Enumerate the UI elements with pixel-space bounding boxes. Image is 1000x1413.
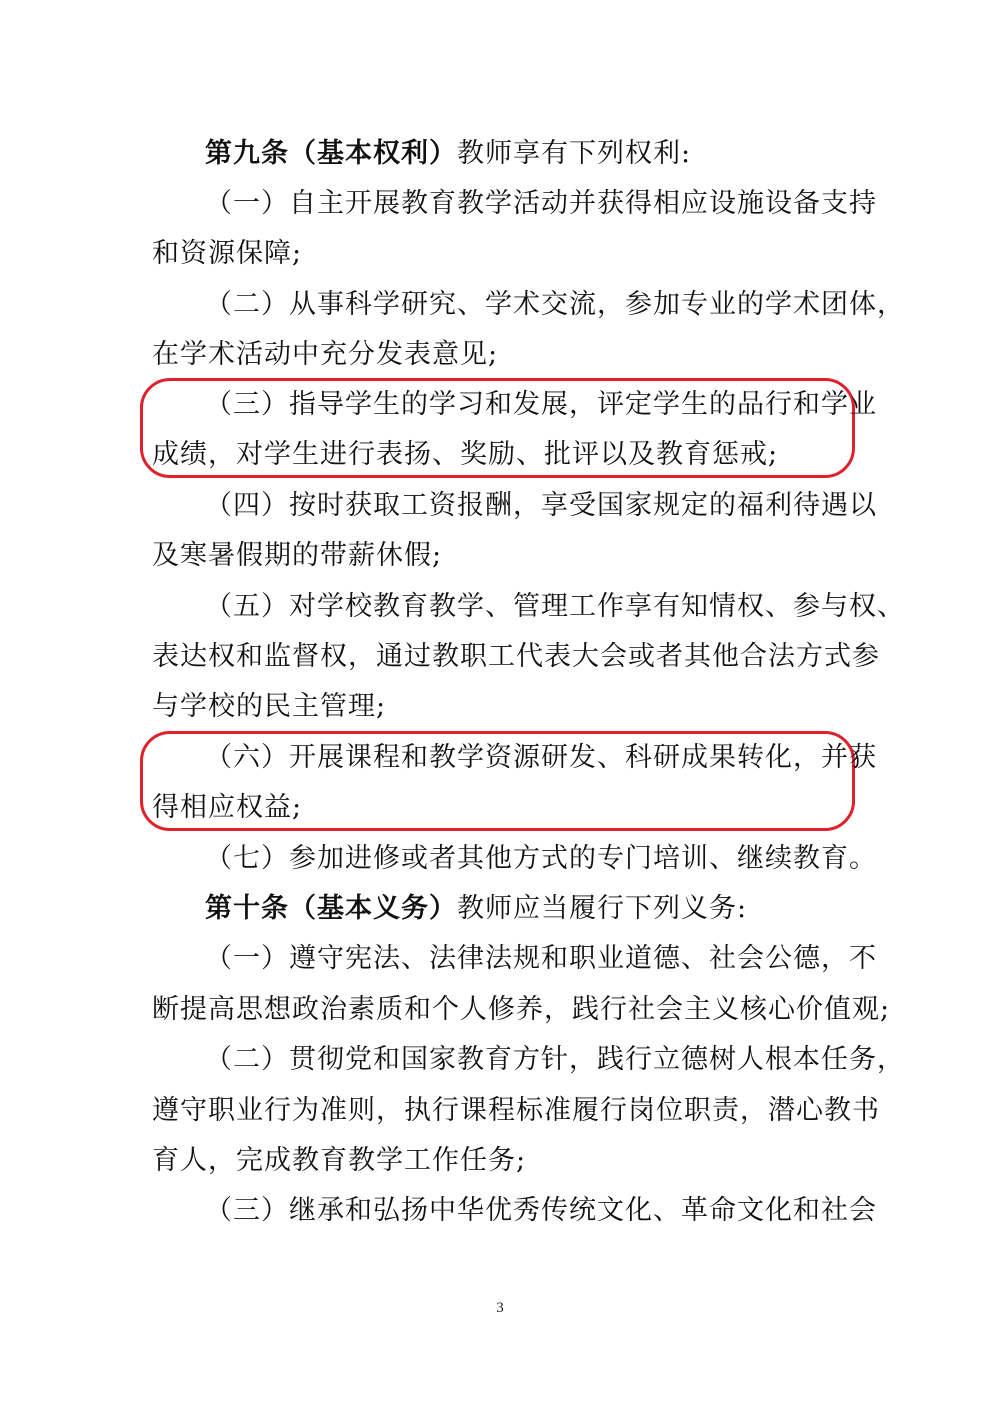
article-9-item-5-line-3: 与学校的民主管理;: [152, 691, 387, 722]
article-10-item-2-line-3: 育人，完成教育教学工作任务;: [152, 1145, 527, 1176]
article-9-item-1-line-1: （一）自主开展教育教学活动并获得相应设施设备支持: [205, 188, 877, 219]
article-10-item-2-line-2: 遵守职业行为准则，执行课程标准履行岗位职责，潜心教书: [152, 1095, 880, 1126]
article-9-heading: 第九条（基本权利）: [205, 138, 457, 169]
article-10-heading: 第十条（基本义务）: [205, 893, 457, 924]
article-9-item-2-line-2: 在学术活动中充分发表意见;: [152, 339, 499, 370]
article-9-item-5-line-2: 表达权和监督权，通过教职工代表大会或者其他合法方式参: [152, 641, 880, 672]
article-10-item-3-line-1: （三）继承和弘扬中华优秀传统文化、革命文化和社会: [205, 1195, 877, 1226]
article-9-item-6-line-2: 得相应权益;: [152, 792, 303, 823]
article-9-item-2-line-1: （二）从事科学研究、学术交流，参加专业的学术团体，: [205, 289, 905, 320]
article-10-item-1-line-1: （一）遵守宪法、法律法规和职业道德、社会公德，不: [205, 943, 877, 974]
article-10-intro: 教师应当履行下列义务:: [457, 893, 748, 924]
article-10-item-2-line-1: （二）贯彻党和国家教育方针，践行立德树人根本任务，: [205, 1044, 905, 1075]
article-10-heading-line: [205, 891, 905, 927]
article-9-heading-line: [205, 136, 905, 172]
article-9-item-3-line-2: 成绩，对学生进行表扬、奖励、批评以及教育惩戒;: [152, 439, 779, 470]
article-9-item-6-line-1: （六）开展课程和教学资源研发、科研成果转化，并获: [205, 742, 877, 773]
article-9-intro: 教师享有下列权利:: [457, 138, 692, 169]
article-9-item-1-line-2: 和资源保障;: [152, 238, 303, 269]
article-9-item-7-line-1: （七）参加进修或者其他方式的专门培训、继续教育。: [205, 843, 877, 874]
page-number: 3: [496, 1300, 504, 1316]
article-9-item-5-line-1: （五）对学校教育教学、管理工作享有知情权、参与权、: [205, 591, 905, 622]
article-10-item-1-line-2: 断提高思想政治素质和个人修养，践行社会主义核心价值观;: [152, 994, 891, 1025]
article-9-item-4-line-2: 及寒暑假期的带薪休假;: [152, 540, 443, 571]
article-9-item-3-line-1: （三）指导学生的学习和发展，评定学生的品行和学业: [205, 389, 877, 420]
article-9-item-4-line-1: （四）按时获取工资报酬，享受国家规定的福利待遇以: [205, 490, 877, 521]
